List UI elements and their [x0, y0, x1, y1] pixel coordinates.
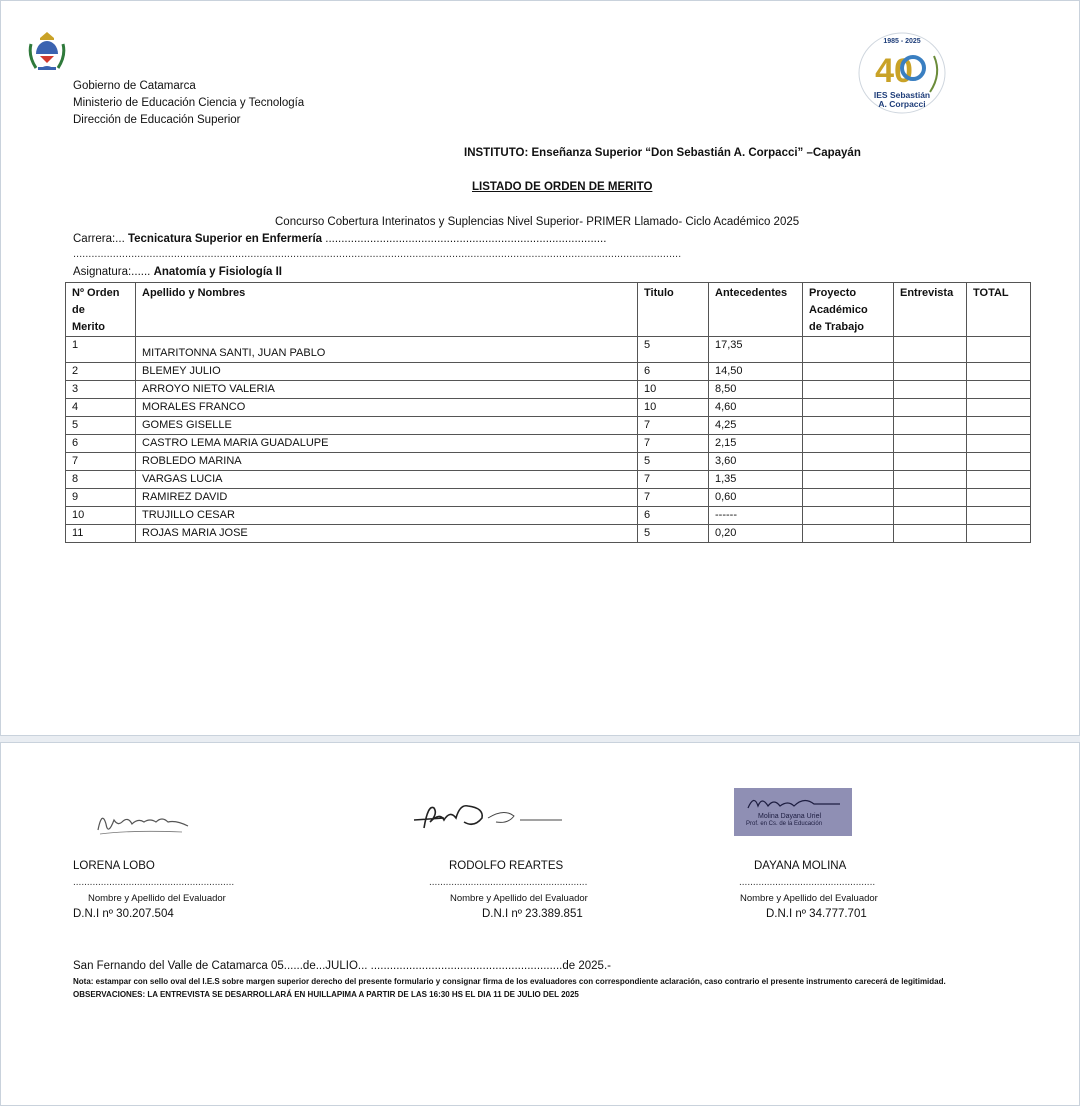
header-nombre: Apellido y Nombres: [136, 283, 638, 337]
cell-orden: 8: [66, 471, 136, 489]
cell-nombre: ROJAS MARIA JOSE: [136, 525, 638, 543]
cell-total: [967, 471, 1031, 489]
gov-line: Ministerio de Educación Ciencia y Tecnología: [73, 97, 305, 109]
cell-orden: 11: [66, 525, 136, 543]
observations-line: OBSERVACIONES: LA ENTREVISTA SE DESARROLLARÁ EN HUILLAPIMA A PARTIR DE LAS 16:30 HS EL DIA 11 DE JULIO DEL 2025: [73, 990, 579, 999]
header-proyecto-line: Académico: [809, 304, 868, 316]
cell-nombre: GOMES GISELLE: [136, 417, 638, 435]
cell-antecedentes: 17,35: [709, 337, 803, 363]
instituto-title: INSTITUTO: Enseñanza Superior “Don Sebastián A. Corpacci” –Capayán: [464, 147, 861, 159]
cell-proyecto: [803, 363, 894, 381]
gov-line: Dirección de Educación Superior: [73, 114, 241, 126]
cell-orden: 6: [66, 435, 136, 453]
cell-nombre: ROBLEDO MARINA: [136, 453, 638, 471]
cell-total: [967, 489, 1031, 507]
cell-antecedentes: 2,15: [709, 435, 803, 453]
table-row: [66, 417, 1031, 435]
cell-titulo: 6: [638, 363, 709, 381]
cell-nombre: ARROYO NIETO VALERIA: [136, 381, 638, 399]
stamp-line2: Prof. en Cs. de la Educación: [746, 821, 823, 827]
evaluator-name: RODOLFO REARTES: [449, 860, 564, 872]
table-row: [66, 381, 1031, 399]
cell-titulo: 10: [638, 399, 709, 417]
table-row: [66, 337, 1031, 363]
asignatura-line: [73, 266, 282, 278]
merit-table: [65, 282, 1031, 543]
evaluator-dots: .........................................................: [429, 877, 588, 888]
cell-nombre: TRUJILLO CESAR: [136, 507, 638, 525]
header-entrevista: Entrevista: [894, 283, 967, 337]
evaluator-dni: D.N.I nº 34.777.701: [766, 908, 867, 920]
logo-number: 40: [875, 52, 913, 90]
cell-total: [967, 525, 1031, 543]
carrera-label: Carrera:...: [73, 233, 125, 245]
signature-lorena-lobo: [92, 806, 192, 840]
cell-entrevista: [894, 381, 967, 399]
table-row: [66, 453, 1031, 471]
cell-proyecto: [803, 489, 894, 507]
cell-antecedentes: 4,60: [709, 399, 803, 417]
document-title: LISTADO DE ORDEN DE MERITO: [472, 181, 653, 193]
header-antecedentes: Antecedentes: [709, 283, 803, 337]
cell-titulo: 7: [638, 489, 709, 507]
cell-nombre: MORALES FRANCO: [136, 399, 638, 417]
ies-40-years-logo: [856, 30, 948, 116]
table-row: [66, 489, 1031, 507]
note-line: Nota: estampar con sello oval del I.E.S sobre margen superior derecho del presente formulario y consignar firma de los evaluadores con correspondiente aclaración, caso contrario el presente instrumento carecerá de legitimidad.: [73, 977, 946, 986]
header-orden: [66, 283, 136, 337]
table-row: [66, 399, 1031, 417]
cell-total: [967, 507, 1031, 525]
government-header: [73, 78, 304, 129]
cell-total: [967, 453, 1031, 471]
cell-antecedentes: 3,60: [709, 453, 803, 471]
evaluator-role: Nombre y Apellido del Evaluador: [740, 893, 878, 904]
carrera-dots: ........................................................................................: [325, 233, 607, 245]
gov-line: Gobierno de Catamarca: [73, 80, 196, 92]
cell-antecedentes: 1,35: [709, 471, 803, 489]
header-proyecto-line: de Trabajo: [809, 321, 865, 333]
header-proyecto-line: Proyecto: [809, 287, 857, 299]
cell-total: [967, 337, 1031, 363]
evaluator-role: Nombre y Apellido del Evaluador: [450, 893, 588, 904]
cell-entrevista: [894, 471, 967, 489]
cell-total: [967, 363, 1031, 381]
logo-name-line1: IES Sebastián: [873, 90, 931, 100]
cell-nombre: CASTRO LEMA MARIA GUADALUPE: [136, 435, 638, 453]
cell-entrevista: [894, 417, 967, 435]
cell-proyecto: [803, 471, 894, 489]
carrera-line: [73, 233, 606, 245]
cell-orden: 2: [66, 363, 136, 381]
cell-titulo: 5: [638, 525, 709, 543]
cell-orden: 5: [66, 417, 136, 435]
signature-rodolfo-reartes: [404, 798, 564, 836]
table-row: [66, 363, 1031, 381]
cell-orden: 1: [66, 337, 136, 363]
catamarca-coat-of-arms-icon: [28, 30, 66, 72]
cell-antecedentes: 4,25: [709, 417, 803, 435]
cell-proyecto: [803, 337, 894, 363]
cell-nombre: BLEMEY JULIO: [136, 363, 638, 381]
cell-entrevista: [894, 489, 967, 507]
header-orden-line: de: [72, 304, 85, 316]
cell-antecedentes: 8,50: [709, 381, 803, 399]
cell-entrevista: [894, 525, 967, 543]
cell-antecedentes: 0,60: [709, 489, 803, 507]
cell-titulo: 5: [638, 453, 709, 471]
header-total: TOTAL: [967, 283, 1031, 337]
table-row: [66, 471, 1031, 489]
cell-entrevista: [894, 363, 967, 381]
evaluator-dni: D.N.I nº 23.389.851: [482, 908, 583, 920]
table-row: [66, 507, 1031, 525]
evaluator-dots: .................................................: [739, 877, 876, 888]
signature-dayana-molina: [744, 792, 844, 814]
header-proyecto: [803, 283, 894, 337]
evaluator-dots: ..........................................................: [73, 877, 235, 888]
cell-titulo: 7: [638, 417, 709, 435]
cell-proyecto: [803, 399, 894, 417]
table-header-row: [66, 283, 1031, 337]
cell-orden: 3: [66, 381, 136, 399]
carrera-value: Tecnicatura Superior en Enfermería: [127, 233, 323, 245]
cell-entrevista: [894, 337, 967, 363]
asignatura-label: Asignatura:......: [73, 266, 151, 278]
cell-titulo: 6: [638, 507, 709, 525]
cell-antecedentes: ------: [709, 507, 803, 525]
evaluator-name: LORENA LOBO: [73, 860, 155, 872]
header-orden-line: Merito: [72, 321, 105, 333]
logo-years: 1985 - 2025: [883, 38, 921, 45]
cell-titulo: 7: [638, 435, 709, 453]
separator-dots: .......................................................................................................................................................................................................: [73, 248, 682, 260]
cell-total: [967, 399, 1031, 417]
cell-orden: 4: [66, 399, 136, 417]
cell-titulo: 7: [638, 471, 709, 489]
cell-entrevista: [894, 435, 967, 453]
cell-titulo: 5: [638, 337, 709, 363]
asignatura-value: Anatomía y Fisiología II: [153, 266, 282, 278]
concurso-line: Concurso Cobertura Interinatos y Suplencias Nivel Superior- PRIMER Llamado- Ciclo Académico 2025: [275, 216, 800, 228]
table-row: [66, 525, 1031, 543]
cell-entrevista: [894, 399, 967, 417]
logo-name-line2: A. Corpacci: [878, 99, 926, 109]
cell-orden: 7: [66, 453, 136, 471]
cell-proyecto: [803, 453, 894, 471]
cell-nombre: MITARITONNA SANTI, JUAN PABLO: [136, 337, 638, 363]
header-orden-line: Nº Orden: [72, 287, 120, 299]
evaluator-stamp: [734, 788, 852, 836]
cell-nombre: VARGAS LUCIA: [136, 471, 638, 489]
table-row: [66, 435, 1031, 453]
cell-orden: 9: [66, 489, 136, 507]
cell-total: [967, 417, 1031, 435]
document-page-2: [0, 742, 1080, 1106]
cell-titulo: 10: [638, 381, 709, 399]
cell-proyecto: [803, 435, 894, 453]
cell-proyecto: [803, 525, 894, 543]
cell-proyecto: [803, 417, 894, 435]
cell-orden: 10: [66, 507, 136, 525]
date-line: San Fernando del Valle de Catamarca 05......de...JULIO... ............................................................de 2025.-: [73, 960, 611, 972]
cell-total: [967, 435, 1031, 453]
evaluator-dni: D.N.I nº 30.207.504: [73, 908, 174, 920]
cell-proyecto: [803, 381, 894, 399]
cell-proyecto: [803, 507, 894, 525]
cell-total: [967, 381, 1031, 399]
stamp-line1: Molina Dayana Uriel: [758, 813, 822, 820]
cell-entrevista: [894, 453, 967, 471]
table-body: [66, 337, 1031, 543]
cell-entrevista: [894, 507, 967, 525]
cell-antecedentes: 14,50: [709, 363, 803, 381]
evaluator-role: Nombre y Apellido del Evaluador: [88, 893, 226, 904]
cell-nombre: RAMIREZ DAVID: [136, 489, 638, 507]
cell-antecedentes: 0,20: [709, 525, 803, 543]
header-titulo: Titulo: [638, 283, 709, 337]
evaluator-name: DAYANA MOLINA: [754, 860, 847, 872]
